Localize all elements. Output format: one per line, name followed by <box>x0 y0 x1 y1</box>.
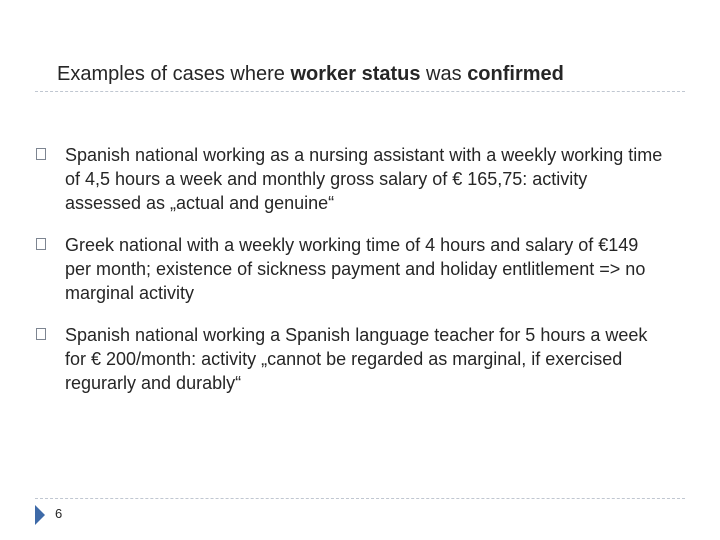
bullet-text: Spanish national working a Spanish language teacher for 5 hours a week for € 200/month: activity „cannot be regarded as marginal, if exercised regurarly and durably“ <box>65 325 648 393</box>
slide-title <box>57 60 677 88</box>
title-middle: was <box>420 63 468 85</box>
bullet-item <box>36 323 666 395</box>
title-emphasis-confirmed: confirmed <box>467 63 564 85</box>
page-number: 6 <box>55 506 63 521</box>
bullet-box-icon <box>36 328 46 340</box>
title-emphasis-worker-status: worker status <box>290 63 421 85</box>
page-marker-icon <box>35 505 45 525</box>
footer-divider <box>35 498 685 499</box>
title-prefix: Examples of cases where <box>57 63 291 85</box>
bullet-text: Greek national with a weekly working time of 4 hours and salary of €149 per month; existence of sickness payment and holiday entlitlement => no marginal activity <box>65 235 646 303</box>
bullet-box-icon <box>36 238 46 250</box>
bullet-box-icon <box>36 148 46 160</box>
title-divider <box>35 91 685 92</box>
bullet-item <box>36 143 666 215</box>
bullet-text: Spanish national working as a nursing assistant with a weekly working time of 4,5 hours a week and monthly gross salary of € 165,75: activity assessed as „actual and genuine“ <box>65 145 663 213</box>
bullet-list <box>36 143 666 413</box>
bullet-item <box>36 233 666 305</box>
